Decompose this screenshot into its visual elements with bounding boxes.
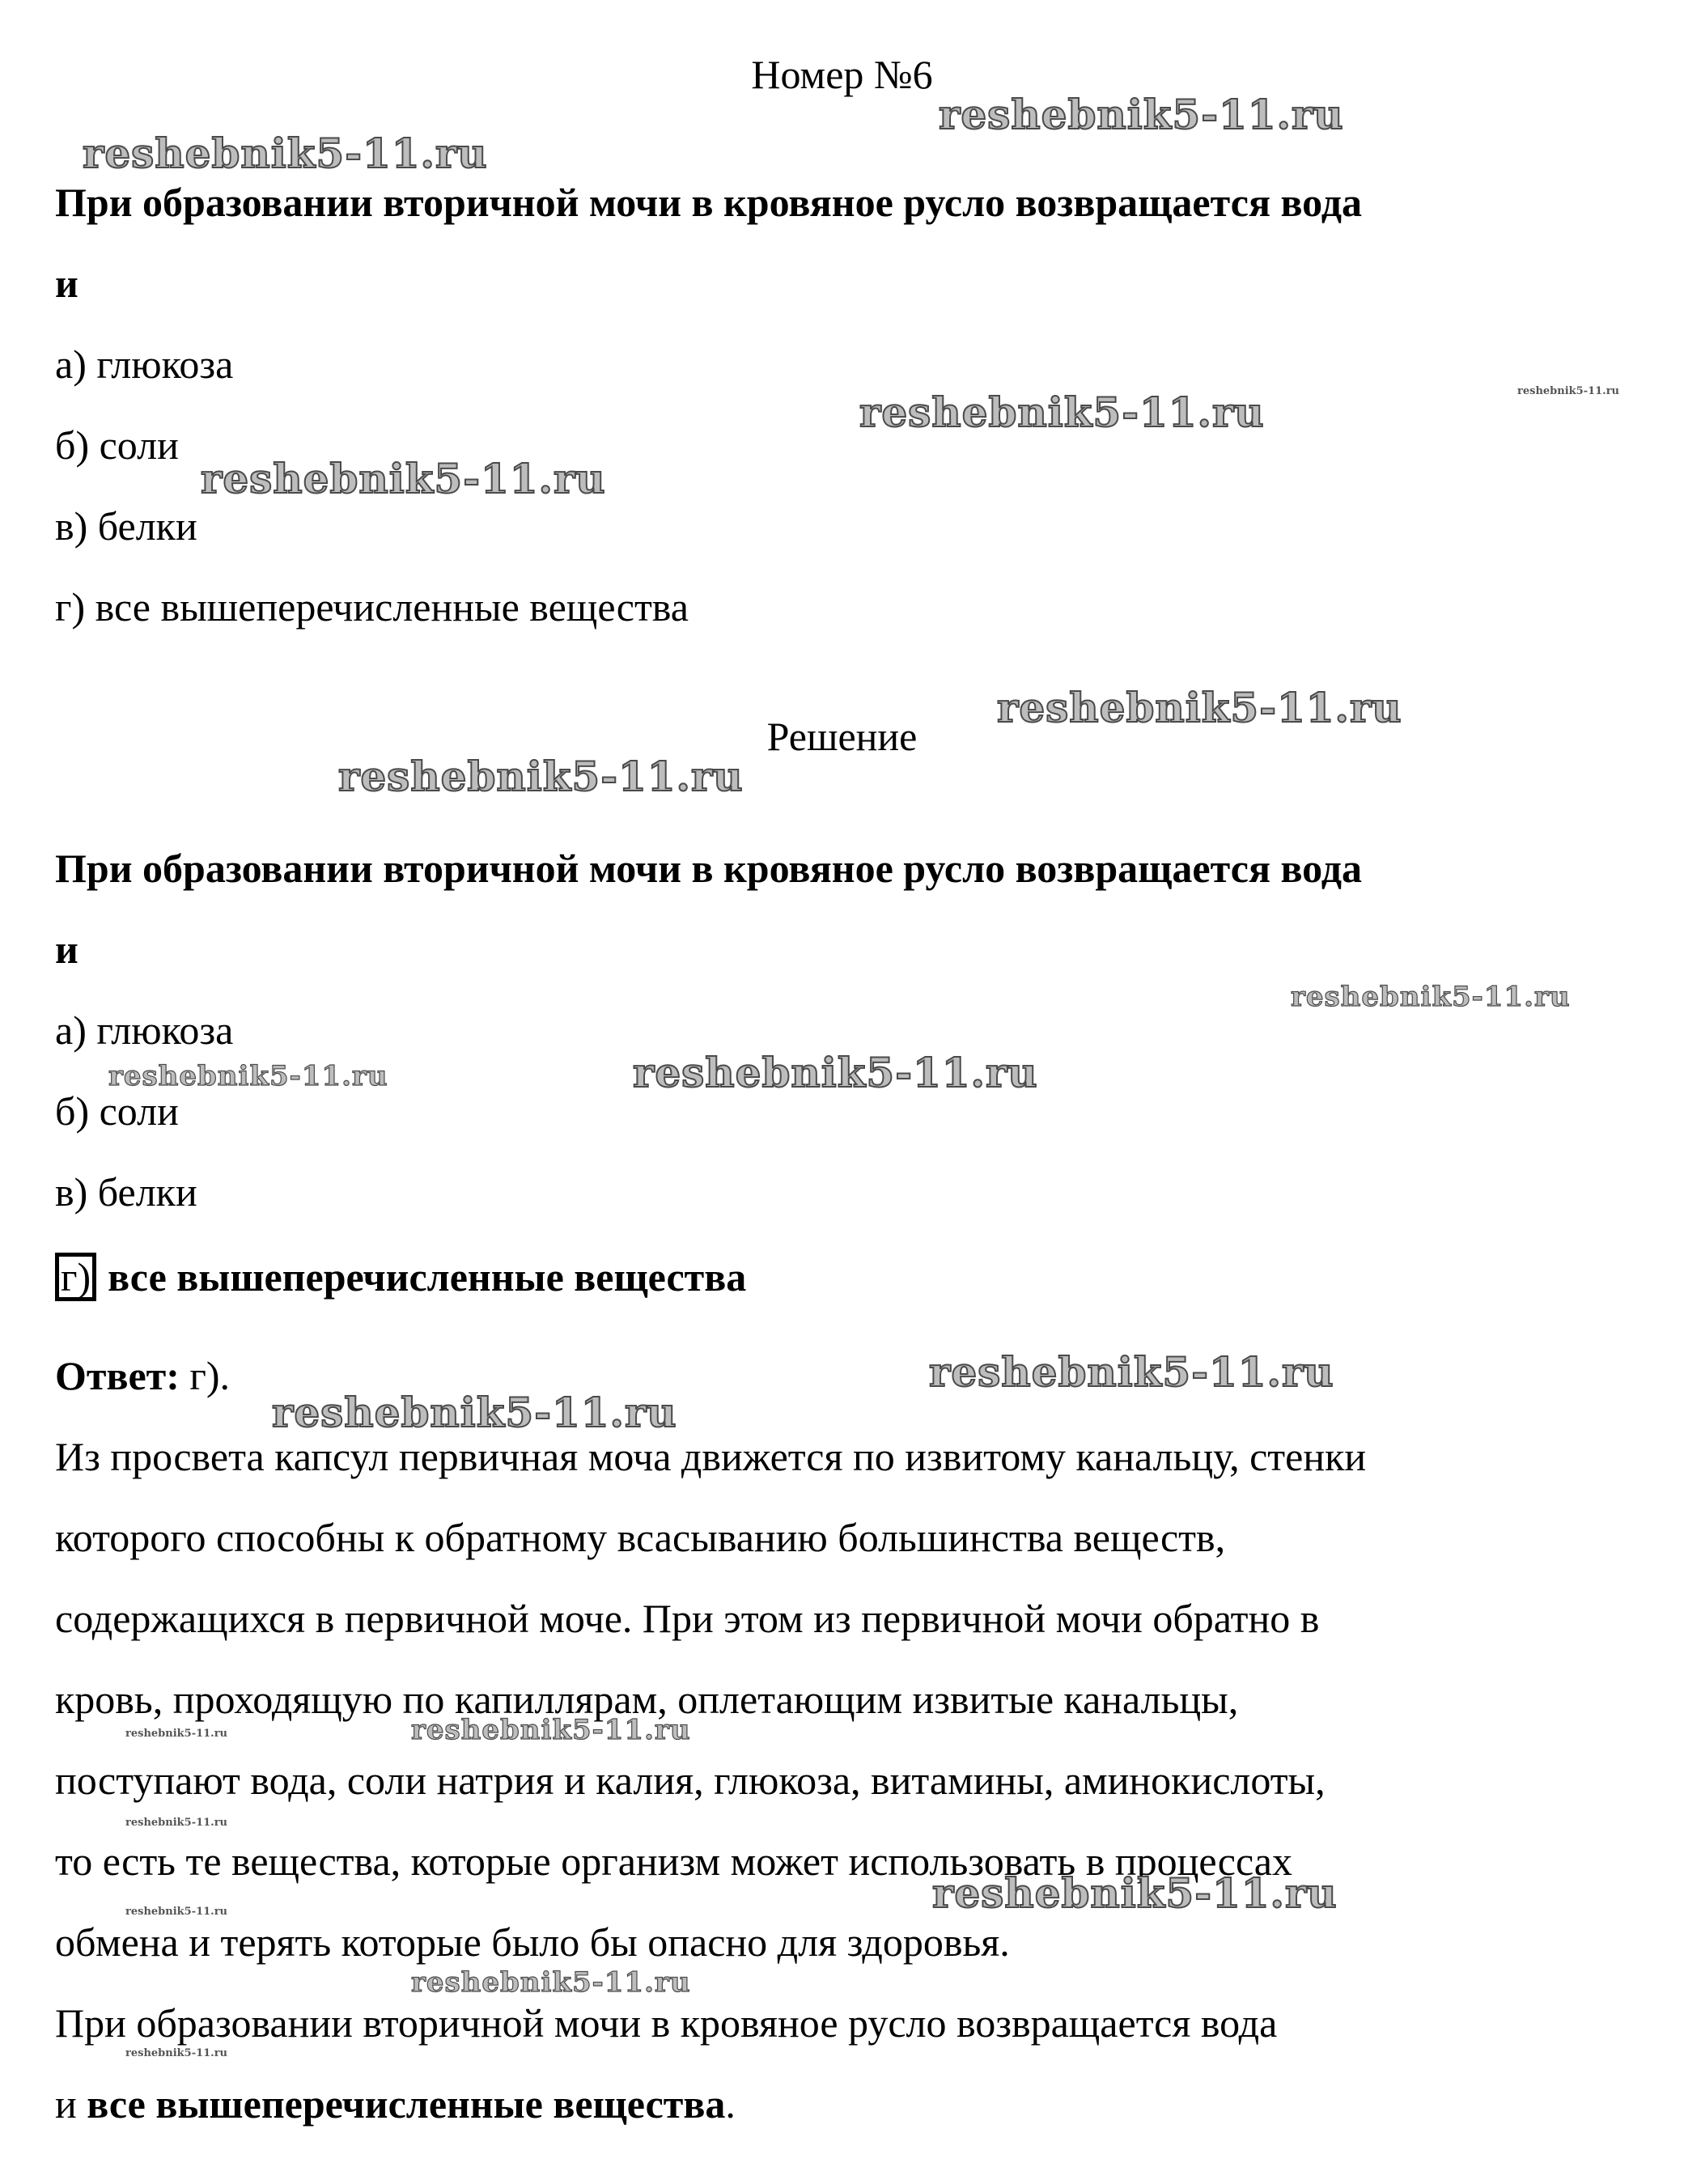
- watermark: reshebnik5-11.ru: [997, 684, 1402, 732]
- watermark: reshebnik5-11.ru: [83, 129, 488, 177]
- watermark: reshebnik5-11.ru: [125, 2047, 228, 2059]
- solution-text-line-2: и: [55, 927, 78, 972]
- question-option-a: а) глюкоза: [55, 341, 234, 387]
- question-option-c: в) белки: [55, 503, 197, 549]
- final-suffix: .: [725, 2081, 736, 2127]
- solution-option-b: б) соли: [55, 1088, 179, 1134]
- watermark: reshebnik5-11.ru: [108, 1060, 388, 1092]
- question-option-b: б) соли: [55, 422, 179, 468]
- watermark: reshebnik5-11.ru: [932, 1869, 1338, 1917]
- watermark: reshebnik5-11.ru: [939, 91, 1344, 138]
- watermark: reshebnik5-11.ru: [338, 753, 744, 800]
- final-prefix: и: [55, 2081, 87, 2127]
- explanation-line-1: Из просвета капсул первичная моча движется по извитому канальцу, стенки: [55, 1434, 1367, 1479]
- final-bold: все вышеперечисленные вещества: [87, 2081, 726, 2127]
- question-option-d: г) все вышеперечисленные вещества: [55, 584, 689, 630]
- solution-heading: Решение: [766, 714, 918, 759]
- answer-value: г).: [179, 1353, 231, 1398]
- solution-option-c: в) белки: [55, 1169, 197, 1215]
- answer-label: Ответ:: [55, 1353, 180, 1398]
- explanation-line-5: поступают вода, соли натрия и калия, глюкоза, витамины, аминокислоты,: [55, 1758, 1326, 1803]
- watermark: reshebnik5-11.ru: [859, 388, 1265, 436]
- watermark: reshebnik5-11.ru: [1517, 385, 1620, 397]
- question-text-line-2: и: [55, 261, 78, 306]
- selected-answer-text: все вышеперечисленные вещества: [108, 1254, 747, 1300]
- solution-text-line-1: При образовании вторичной мочи в кровяное русло возвращается вода: [55, 846, 1363, 891]
- solution-option-a: а) глюкоза: [55, 1007, 234, 1053]
- answer-line: [55, 1351, 230, 1400]
- watermark: reshebnik5-11.ru: [272, 1389, 677, 1436]
- watermark: reshebnik5-11.ru: [1291, 981, 1571, 1013]
- watermark: reshebnik5-11.ru: [125, 1728, 228, 1740]
- explanation-line-7: обмена и терять которые было бы опасно для здоровья.: [55, 1919, 1010, 1965]
- explanation-line-3: содержащихся в первичной моче. При этом из первичной мочи обратно в: [55, 1596, 1320, 1641]
- watermark: reshebnik5-11.ru: [633, 1049, 1038, 1096]
- selected-answer-box: г): [55, 1253, 96, 1301]
- solution-option-d-selected: [55, 1253, 746, 1301]
- watermark: reshebnik5-11.ru: [929, 1348, 1334, 1396]
- explanation-final-line: [55, 2080, 736, 2128]
- explanation-line-2: которого способны к обратному всасыванию большинства веществ,: [55, 1515, 1226, 1560]
- explanation-line-4: кровь, проходящую по капиллярам, оплетающим извитые канальцы,: [55, 1677, 1239, 1722]
- watermark: reshebnik5-11.ru: [201, 455, 606, 503]
- watermark: reshebnik5-11.ru: [125, 1906, 228, 1918]
- watermark: reshebnik5-11.ru: [125, 1817, 228, 1829]
- question-text-line-1: При образовании вторичной мочи в кровяное русло возвращается вода: [55, 180, 1363, 225]
- page-title: Номер №6: [751, 52, 933, 97]
- watermark: reshebnik5-11.ru: [411, 1966, 691, 1999]
- explanation-line-8: При образовании вторичной мочи в кровяное русло возвращается вода: [55, 2000, 1278, 2046]
- watermark: reshebnik5-11.ru: [411, 1714, 691, 1746]
- explanation-line-6: то есть те вещества, которые организм может использовать в процессах: [55, 1838, 1292, 1884]
